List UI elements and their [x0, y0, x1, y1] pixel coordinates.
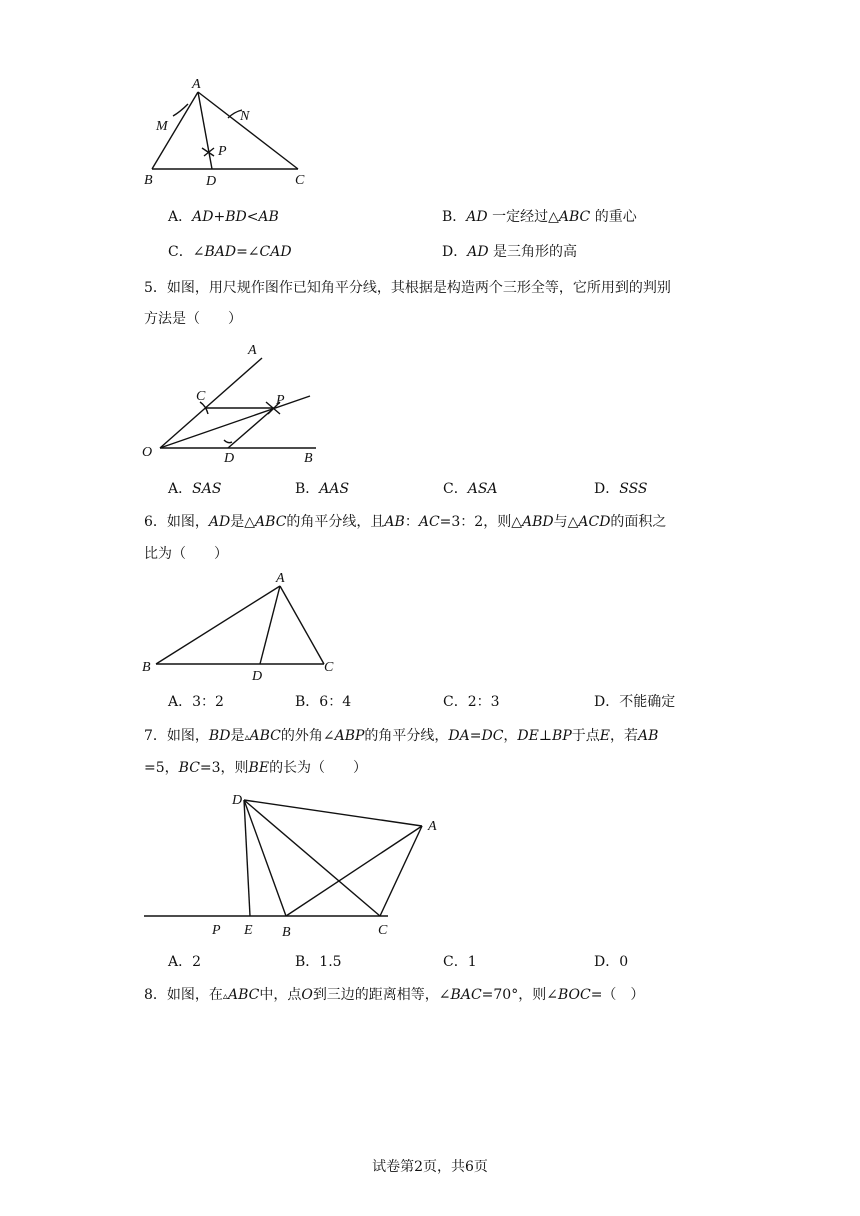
q6-option-c-text: 2：3: [467, 694, 500, 710]
q6-label-a: A: [276, 571, 285, 586]
q7-label-d: D: [232, 793, 243, 808]
q5-option-a-letter: A．: [168, 481, 193, 497]
q5-option-a[interactable]: [168, 479, 221, 499]
q5-figure: [138, 340, 328, 466]
q6-option-d-text: 不能确定: [619, 694, 676, 710]
q5-option-b-letter: B．: [295, 481, 320, 497]
q7-text-9: =: [469, 728, 482, 744]
q7-option-b[interactable]: [295, 952, 342, 972]
q7-text-11: ，: [503, 728, 518, 744]
q6-text-3: ABC: [255, 514, 287, 530]
q4-option-b-text-it2: ABC: [558, 209, 591, 225]
q4-label-d: D: [206, 174, 217, 189]
q6-text-12: 的面积之: [610, 514, 667, 530]
q7-text-18: AB: [638, 728, 659, 744]
q7-text-17: ，若: [610, 728, 638, 744]
q7-label-p: P: [212, 923, 221, 938]
q6-option-d-letter: D．: [594, 694, 620, 710]
q7-text-4: ABC: [249, 728, 281, 744]
q6-text-1: AD: [208, 514, 231, 530]
q4-label-m: M: [156, 119, 168, 134]
q6-text-6: ：: [404, 514, 419, 530]
q8-text-8: BOC: [557, 987, 591, 1003]
q6-text-9: ABD: [521, 514, 554, 530]
q7-label-b: B: [282, 925, 291, 940]
q7-option-b-letter: B．: [295, 954, 320, 970]
q7-option-a-text: 2: [192, 954, 202, 970]
q8-text-3: 中，点: [259, 987, 302, 1003]
q7-text-13: ⊥: [538, 728, 553, 744]
q7-line2-text-1: BC: [178, 760, 200, 776]
q6-option-a[interactable]: [168, 692, 224, 712]
q5-stem-line1: 5．如图，用尺规作图作已知角平分线，其根据是构造两个三形全等，它所用到的判别: [144, 280, 671, 296]
q6-stem-line1: [144, 512, 666, 532]
q6-text-5: AB: [384, 514, 405, 530]
q6-text-11: ACD: [578, 514, 611, 530]
q7-option-d-letter: D．: [594, 954, 620, 970]
q4-option-c-letter: C．: [168, 244, 193, 260]
q5-label-b: B: [304, 451, 313, 466]
q5-option-d[interactable]: [594, 479, 648, 499]
q7-text-16: E: [599, 728, 610, 744]
q7-text-6: ABP: [334, 728, 365, 744]
q4-arc-m: [173, 104, 188, 116]
q5-option-d-letter: D．: [594, 481, 620, 497]
q7-text-10: DC: [481, 728, 504, 744]
q6-text-2: 是△: [230, 514, 256, 530]
q7-option-d[interactable]: [594, 952, 628, 972]
q4-side-ac: [198, 92, 298, 169]
q5-arc-d: [224, 440, 232, 443]
q6-text-4: 的角平分线，且: [286, 514, 385, 530]
q7-line2-text-0: =5，: [144, 760, 179, 776]
q7-segment-de: [244, 800, 250, 916]
q6-option-a-letter: A．: [168, 694, 193, 710]
q5-ray-op: [160, 396, 310, 448]
q4-option-d-letter: D．: [442, 244, 468, 260]
q5-label-d: D: [224, 451, 235, 466]
q5-option-c[interactable]: [443, 479, 498, 499]
q4-option-b-text-it: AD: [466, 209, 488, 225]
q5-option-a-text: SAS: [192, 481, 222, 497]
q4-option-d-text: 是三角形的高: [493, 244, 578, 260]
q5-option-b[interactable]: [295, 479, 349, 499]
q6-side-ab: [156, 586, 280, 664]
q4-option-d[interactable]: [442, 242, 577, 262]
q4-label-a: A: [192, 77, 201, 92]
q6-option-a-text: 3：2: [192, 694, 224, 710]
q8-text-1: ▵: [222, 991, 228, 1002]
q6-option-b-letter: B．: [295, 694, 320, 710]
q6-stem-line2: 比为（ ）: [144, 546, 228, 562]
q7-stem-line2: [144, 758, 367, 778]
q7-option-d-text: 0: [619, 954, 629, 970]
q5-ray-oa: [160, 358, 262, 448]
q8-text-2: ABC: [227, 987, 260, 1003]
q5-label-p: P: [276, 393, 285, 408]
q7-label-a: A: [428, 819, 437, 834]
q5-segment-dp: [228, 408, 274, 448]
q6-label-d: D: [252, 669, 263, 684]
q7-text-5: 的外角∠: [280, 728, 335, 744]
q4-label-p: P: [218, 144, 227, 159]
q7-line2-text-4: 的长为（ ）: [269, 760, 368, 776]
q6-option-b[interactable]: [295, 692, 351, 712]
q7-text-14: BP: [552, 728, 572, 744]
q7-text-3: ▵: [244, 732, 250, 743]
q8-text-0: 8．如图，在: [144, 987, 223, 1003]
q6-side-ac: [280, 586, 324, 664]
q6-text-10: 与△: [553, 514, 579, 530]
q6-figure: [138, 568, 348, 684]
q8-text-4: O: [301, 987, 313, 1003]
q4-option-a-text: AD+BD<AB: [192, 209, 279, 225]
q7-text-1: BD: [208, 728, 231, 744]
q7-option-a-letter: A．: [168, 954, 193, 970]
q8-text-6: BAC: [450, 987, 482, 1003]
q6-option-c-letter: C．: [443, 694, 468, 710]
q6-option-d[interactable]: [594, 692, 675, 712]
q5-stem-line2: 方法是（ ）: [144, 311, 242, 327]
q4-option-b-text2: 的重心: [594, 209, 637, 225]
q7-option-a[interactable]: [168, 952, 201, 972]
page-footer: 试卷第2页，共6页: [372, 1159, 488, 1175]
q7-line2-text-2: =3，则: [199, 760, 249, 776]
q7-option-b-text: 1.5: [319, 954, 342, 970]
q7-label-e: E: [244, 923, 253, 938]
q8-text-7: =70°，则∠: [481, 987, 558, 1003]
q5-label-c: C: [196, 389, 206, 404]
q6-segment-ad: [260, 586, 280, 664]
q4-option-c[interactable]: [168, 242, 292, 262]
q7-option-c-text: 1: [467, 954, 477, 970]
q7-text-2: 是: [230, 728, 245, 744]
q7-line2-text-3: BE: [248, 760, 270, 776]
q4-figure: [140, 74, 320, 190]
q7-text-15: 于点: [571, 728, 600, 744]
q6-label-c: C: [324, 660, 334, 675]
q4-option-a[interactable]: [168, 207, 279, 227]
q7-stem-line1: [144, 726, 658, 748]
q4-option-b-text: 一定经过△: [492, 209, 559, 225]
q4-label-b: B: [144, 173, 153, 188]
q8-text-9: =（ ）: [590, 987, 645, 1003]
q7-option-c[interactable]: [443, 952, 477, 972]
q4-option-b[interactable]: [442, 207, 637, 227]
q4-option-d-text-it: AD: [467, 244, 489, 260]
q6-text-8: =3：2，则△: [439, 514, 522, 530]
q7-text-7: 的角平分线，: [364, 728, 449, 744]
q4-option-c-text: ∠BAD=∠CAD: [192, 244, 292, 260]
q5-option-c-text: ASA: [467, 481, 498, 497]
q5-label-a: A: [248, 343, 257, 358]
q8-stem: [144, 985, 644, 1007]
q8-text-5: 到三边的距离相等，∠: [312, 987, 451, 1003]
q5-option-c-letter: C．: [443, 481, 468, 497]
q7-figure: [140, 788, 450, 942]
q7-text-0: 7．如图，: [144, 728, 209, 744]
q4-label-n: N: [240, 109, 250, 124]
q7-text-12: DE: [517, 728, 539, 744]
q6-option-c[interactable]: [443, 692, 500, 712]
q6-label-b: B: [142, 660, 151, 675]
q4-label-c: C: [295, 173, 305, 188]
q4-option-b-letter: B．: [442, 209, 467, 225]
q7-label-c: C: [378, 923, 388, 938]
q6-text-0: 6．如图，: [144, 514, 209, 530]
q4-option-a-letter: A．: [168, 209, 193, 225]
q7-option-c-letter: C．: [443, 954, 468, 970]
q5-option-d-text: SSS: [619, 481, 648, 497]
q7-text-8: DA: [448, 728, 470, 744]
q6-option-b-text: 6：4: [319, 694, 352, 710]
q5-label-o: O: [142, 445, 153, 460]
q6-text-7: AC: [418, 514, 440, 530]
q4-segment-ad: [198, 92, 212, 169]
q5-option-b-text: AAS: [319, 481, 350, 497]
